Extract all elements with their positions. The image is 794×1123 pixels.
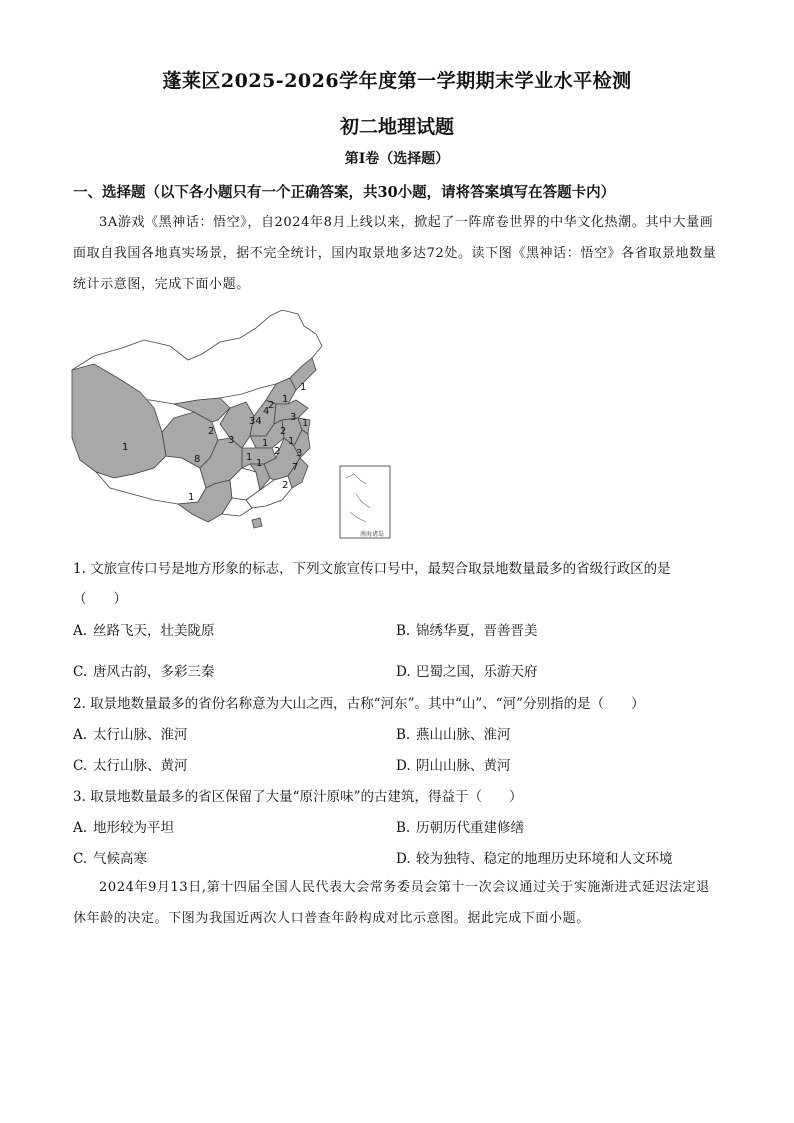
inset-label: 南海诸岛 xyxy=(360,531,385,538)
option-b[interactable]: B. 燕山山脉、淮河 xyxy=(396,727,511,743)
map-label: 34 xyxy=(249,416,262,427)
passage-text: 3A游戏《黑神话：悟空》，自2024年8月上线以来，掀起了一阵席卷世界的中华文化热潮。其中大量画面取自我国各地真实场景，据不完全统计，国内取景地多达72处。读下图《黑神话：悟空》各省取景地数量统计示意图，完成下面小题。 xyxy=(73,215,717,292)
china-map-figure xyxy=(70,308,400,548)
option-d[interactable]: D. 较为独特、稳定的地理历史环境和人文环境 xyxy=(396,851,673,867)
map-label: 1 xyxy=(246,452,253,463)
question-stem: 3. 取景地数量最多的省区保留了大量“原汁原味”的古建筑，得益于（ ） xyxy=(73,789,523,805)
question-stem: 1. 文旅宣传口号是地方形象的标志，下列文旅宣传口号中，最契合取景地数量最多的省级行政区的是 xyxy=(73,561,671,577)
option-d[interactable]: D. 阴山山脉、黄河 xyxy=(396,758,511,774)
map-label: 4 xyxy=(263,406,270,417)
map-label: 1 xyxy=(262,438,269,449)
section-heading: 一、选择题（以下各小题只有一个正确答案，共30小题，请将答案填写在答题卡内） xyxy=(73,184,616,201)
map-label: 7 xyxy=(292,462,299,473)
option-d[interactable]: D. 巴蜀之国，乐游天府 xyxy=(396,664,538,680)
map-label: 2 xyxy=(208,426,215,437)
exam-subtitle: 初二地理试题 xyxy=(339,116,454,138)
map-label: 1 xyxy=(282,394,289,405)
map-label: 3 xyxy=(296,448,303,459)
exam-title: 蓬莱区2025-2026学年度第一学期期末学业水平检测 xyxy=(162,70,632,92)
map-label: 1 xyxy=(188,492,195,503)
passage-paragraph xyxy=(73,207,723,300)
map-label: 2 xyxy=(282,480,289,491)
option-b[interactable]: B. 锦绣华夏，晋善晋美 xyxy=(396,623,538,639)
option-c[interactable]: C. 气候高寒 xyxy=(73,851,147,867)
map-label: 8 xyxy=(194,454,201,465)
map-label: 2 xyxy=(268,400,275,411)
option-a[interactable]: A. 丝路飞天，壮美陇原 xyxy=(73,623,215,639)
passage-text: 2024年9月13日,第十四届全国人民代表大会常务委员会第十一次会议通过关于实施渐进式延迟法定退休年龄的决定。下图为我国近两次人口普查年龄构成对比示意图。据此完成下面小题。 xyxy=(73,880,710,926)
map-label: 1 xyxy=(302,418,309,429)
option-a[interactable]: A. 太行山脉、淮河 xyxy=(73,727,188,743)
question-stem: 2. 取景地数量最多的省份名称意为大山之西，古称“河东”。其中“山”、“河”分别指的是（ ） xyxy=(73,696,645,712)
province-hainan xyxy=(252,518,262,528)
map-label: 2 xyxy=(280,426,287,437)
question-stem-continuation: （ ） xyxy=(73,591,127,607)
volume-heading: 第Ⅰ卷（选择题） xyxy=(344,151,450,167)
map-label: 1 xyxy=(288,436,295,447)
map-label: 2 xyxy=(274,446,281,457)
map-label: 1 xyxy=(256,458,263,469)
map-label: 1 xyxy=(122,442,129,453)
option-c[interactable]: C. 太行山脉、黄河 xyxy=(73,758,188,774)
option-b[interactable]: B. 历朝历代重建修缮 xyxy=(396,820,524,836)
map-label: 3 xyxy=(228,435,235,446)
inset-frame xyxy=(340,466,390,538)
map-label: 3 xyxy=(290,412,297,423)
option-a[interactable]: A. 地形较为平坦 xyxy=(73,820,174,836)
passage-paragraph xyxy=(73,872,723,934)
option-c[interactable]: C. 唐风古韵，多彩三秦 xyxy=(73,664,215,680)
map-label: 1 xyxy=(300,382,307,393)
